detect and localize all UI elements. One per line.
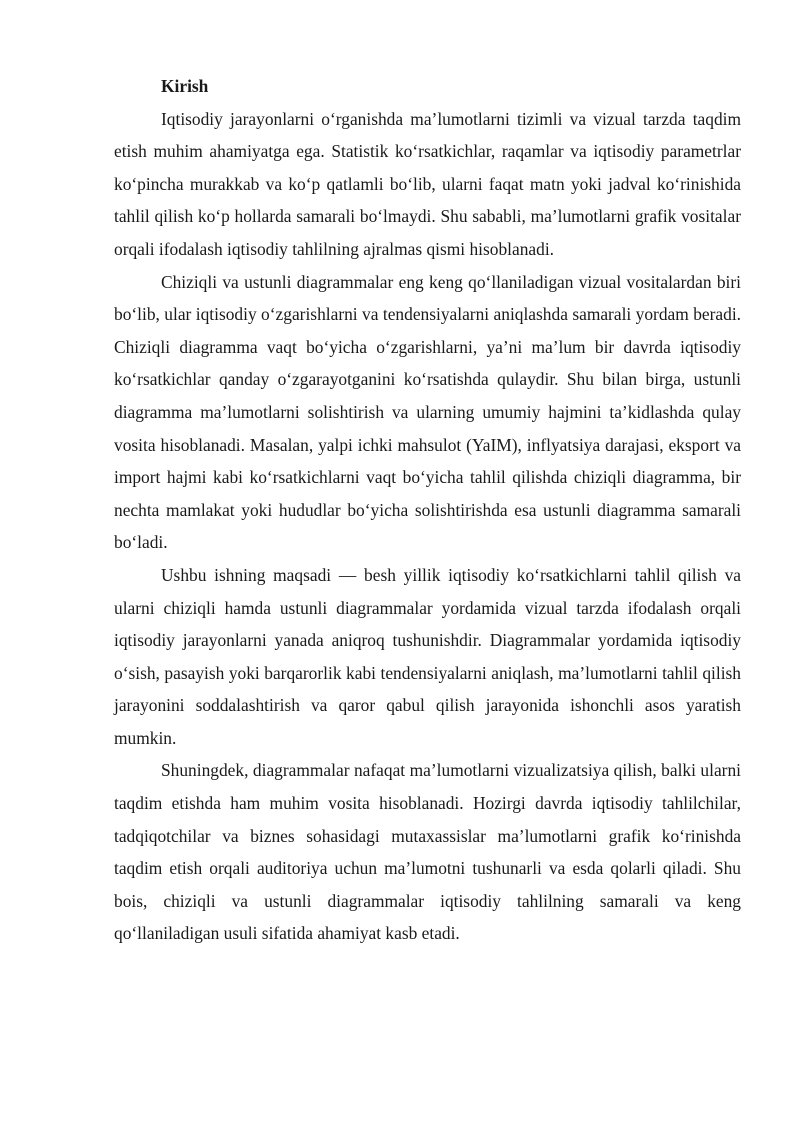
paragraph-3: Ushbu ishning maqsadi — besh yillik iqtisodiy ko‘rsatkichlarni tahlil qilish va ularni chiziqli hamda ustunli diagrammalar yordamida vizual tarzda ifodalash orqali iqtisodiy jarayonlarni yanada aniqroq tushunishdir. Diagrammalar yordamida iqtisodiy o‘sish, pasayish yoki barqarorlik kabi tendensiyalarni aniqlash, ma’lumotlarni tahlil qilish jarayonini soddalashtirish va qaror qabul qilish jarayonida ishonchli asos yaratish mumkin. <box>114 564 741 748</box>
paragraph-4: Shuningdek, diagrammalar nafaqat ma’lumotlarni vizualizatsiya qilish, balki ularni taqdim etishda ham muhim vosita hisoblanadi. Hozirgi davrda iqtisodiy tahlilchilar, tadqiqotchilar va biznes sohasidagi mutaxassislar ma’lumotlarni grafik ko‘rinishda taqdim etish orqali auditoriya uchun ma’lumotni tushunarli va esda qolarli qiladi. Shu bois, chiziqli va ustunli diagrammalar iqtisodiy tahlilning samarali va keng qo‘llaniladigan usuli sifatida ahamiyat kasb etadi. <box>114 760 741 944</box>
section-heading: Kirish <box>161 76 209 96</box>
paragraph-1: Iqtisodiy jarayonlarni o‘rganishda ma’lumotlarni tizimli va vizual tarzda taqdim etish muhim ahamiyatga ega. Statistik ko‘rsatkichlar, raqamlar va iqtisodiy parametrlar ko‘pincha murakkab va ko‘p qatlamli bo‘lib, ularni faqat matn yoki jadval ko‘rinishida tahlil qilish ko‘p hollarda samarali bo‘lmaydi. Shu sababli, ma’lumotlarni grafik vositalar orqali ifodalash iqtisodiy tahlilning ajralmas qismi hisoblanadi. <box>114 108 741 259</box>
document-body <box>114 70 741 950</box>
paragraph-2: Chiziqli va ustunli diagrammalar eng keng qo‘llaniladigan vizual vositalardan biri bo‘lib, ular iqtisodiy o‘zgarishlarni va tendensiyalarni aniqlashda samarali yordam beradi. Chiziqli diagramma vaqt bo‘yicha o‘zgarishlarni, ya’ni ma’lum bir davrda iqtisodiy ko‘rsatkichlar qanday o‘zgarayotganini ko‘rsatishda qulaydir. Shu bilan birga, ustunli diagramma ma’lumotlarni solishtirish va ularning umumiy hajmini ta’kidlashda qulay vosita hisoblanadi. Masalan, yalpi ichki mahsulot (YaIM), inflyatsiya darajasi, eksport va import hajmi kabi ko‘rsatkichlarni vaqt bo‘yicha tahlil qilishda chiziqli diagramma, bir nechta mamlakat yoki hududlar bo‘yicha solishtirishda esa ustunli diagramma samarali bo‘ladi. <box>114 271 741 553</box>
